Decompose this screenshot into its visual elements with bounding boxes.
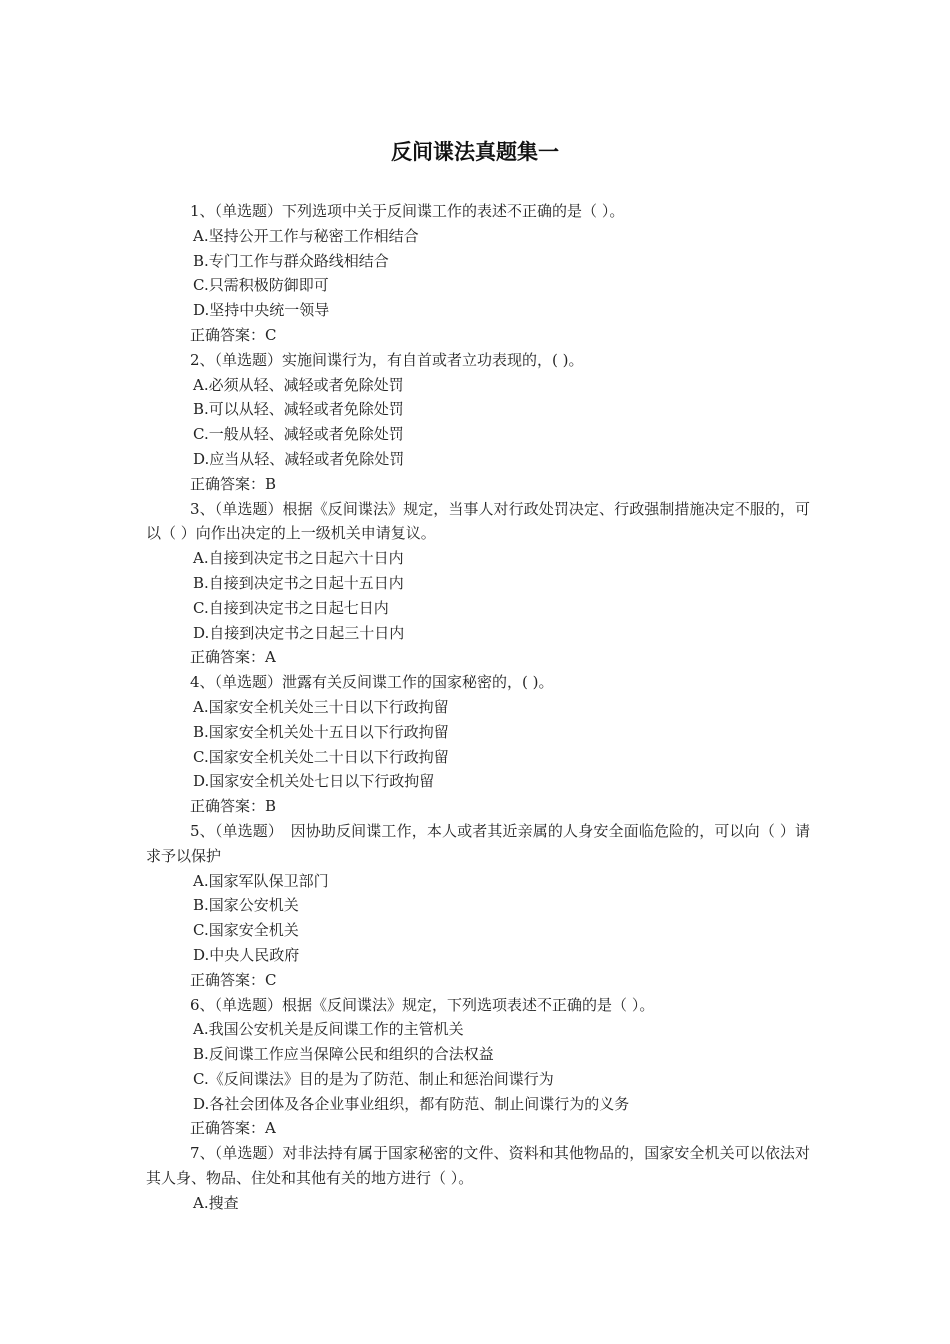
question-stem: 2、（单选题）实施间谍行为，有自首或者立功表现的，( )。 — [190, 350, 584, 369]
question-option: D.各社会团体及各企业事业组织，都有防范、制止间谍行为的义务 — [193, 1094, 630, 1113]
correct-answer: 正确答案：B — [190, 474, 277, 493]
document-title: 反间谍法真题集一 — [391, 140, 559, 164]
question-option: A.搜查 — [193, 1193, 239, 1212]
question-block — [146, 993, 810, 1142]
question-option: A.必须从轻、减轻或者免除处罚 — [193, 375, 404, 394]
question-option: D.自接到决定书之日起三十日内 — [193, 623, 405, 642]
question-option: A.我国公安机关是反间谍工作的主管机关 — [193, 1020, 464, 1039]
question-block — [146, 1141, 810, 1215]
question-option: A.自接到决定书之日起六十日内 — [193, 549, 404, 568]
question-option: B.国家安全机关处十五日以下行政拘留 — [193, 722, 449, 741]
question-block — [146, 348, 810, 497]
question-option: B.反间谍工作应当保障公民和组织的合法权益 — [193, 1045, 494, 1064]
question-option: B.专门工作与群众路线相结合 — [193, 251, 389, 270]
question-block — [146, 819, 810, 993]
question-block — [146, 670, 810, 819]
correct-answer: 正确答案：A — [190, 648, 276, 667]
question-option: B.自接到决定书之日起十五日内 — [193, 573, 404, 592]
question-stem: 3、（单选题）根据《反间谍法》规定，当事人对行政处罚决定、行政强制措施决定不服的，可以（ ）向作出决定的上一级机关申请复议。 — [146, 499, 810, 543]
question-option: D.坚持中央统一领导 — [193, 301, 330, 320]
correct-answer: 正确答案：B — [190, 797, 277, 816]
question-stem: 6、（单选题）根据《反间谍法》规定，下列选项表述不正确的是（ ）。 — [190, 995, 655, 1014]
question-stem: 4、（单选题）泄露有关反间谍工作的国家秘密的，( )。 — [190, 673, 554, 692]
question-option: C.一般从轻、减轻或者免除处罚 — [193, 425, 404, 444]
question-option: D.应当从轻、减轻或者免除处罚 — [193, 449, 405, 468]
question-option: C.只需积极防御即可 — [193, 276, 329, 295]
question-option: B.可以从轻、减轻或者免除处罚 — [193, 400, 404, 419]
question-option: D.中央人民政府 — [193, 945, 300, 964]
question-option: A.坚持公开工作与秘密工作相结合 — [193, 226, 419, 245]
correct-answer: 正确答案：C — [190, 325, 277, 344]
correct-answer: 正确答案：A — [190, 1119, 276, 1138]
question-option: C.《反间谍法》目的是为了防范、制止和惩治间谍行为 — [193, 1069, 554, 1088]
question-option: D.国家安全机关处七日以下行政拘留 — [193, 772, 435, 791]
correct-answer: 正确答案：C — [190, 970, 277, 989]
question-option: A.国家军队保卫部门 — [193, 871, 329, 890]
question-option: A.国家安全机关处三十日以下行政拘留 — [193, 697, 449, 716]
question-block — [146, 497, 810, 671]
question-option: B.国家公安机关 — [193, 896, 299, 915]
question-stem: 5、（单选题） 因协助反间谍工作，本人或者其近亲属的人身安全面临危险的，可以向（ ）请求予以保护 — [146, 821, 810, 865]
question-option: C.自接到决定书之日起七日内 — [193, 598, 389, 617]
question-block — [146, 199, 810, 348]
question-option: C.国家安全机关 — [193, 921, 299, 940]
question-list — [146, 199, 810, 1216]
question-stem: 7、（单选题）对非法持有属于国家秘密的文件、资料和其他物品的，国家安全机关可以依法对其人身、物品、住处和其他有关的地方进行（ ）。 — [146, 1144, 810, 1188]
question-stem: 1、（单选题）下列选项中关于反间谍工作的表述不正确的是（ ）。 — [190, 202, 625, 220]
question-option: C.国家安全机关处二十日以下行政拘留 — [193, 747, 449, 766]
